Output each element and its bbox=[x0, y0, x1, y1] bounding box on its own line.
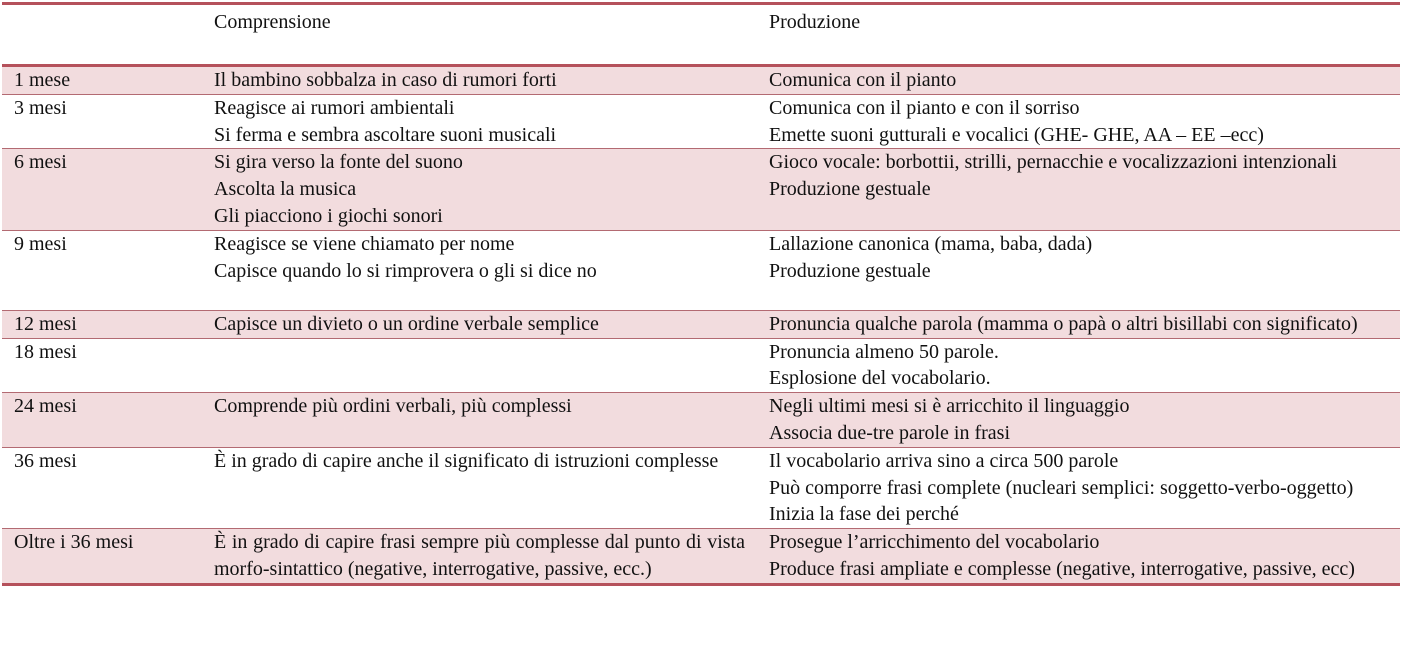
production-line: Il vocabolario arriva sino a circa 500 parole bbox=[769, 449, 1119, 472]
table-row bbox=[2, 66, 1400, 95]
age-cell: 18 mesi bbox=[2, 338, 213, 393]
comprehension-line: Comprende più ordini verbali, più complessi bbox=[214, 395, 572, 418]
comprehension-cell bbox=[213, 338, 767, 393]
age-cell: 9 mesi bbox=[2, 230, 213, 310]
comprehension-line: Si gira verso la fonte del suono bbox=[214, 151, 463, 174]
production-cell bbox=[767, 149, 1400, 230]
comprehension-cell bbox=[213, 230, 767, 310]
comprehension-line: Gli piacciono i giochi sonori bbox=[214, 204, 443, 227]
production-line: Lallazione canonica (mama, baba, dada) bbox=[769, 232, 1093, 255]
age-cell: 24 mesi bbox=[2, 393, 213, 448]
table-row bbox=[2, 338, 1400, 393]
header-production-cell: Produzione bbox=[767, 4, 1400, 66]
production-line: Può comporre frasi complete (nucleari semplici: soggetto-verbo-oggetto) bbox=[769, 476, 1354, 499]
comprehension-line: Si ferma e sembra ascoltare suoni musicali bbox=[214, 123, 557, 146]
production-line: Prosegue l’arricchimento del vocabolario bbox=[769, 531, 1100, 554]
comprehension-cell bbox=[213, 149, 767, 230]
production-line: Emette suoni gutturali e vocalici (GHE- GHE, AA – EE –ecc) bbox=[769, 123, 1264, 146]
comprehension-cell bbox=[213, 94, 767, 149]
comprehension-line: Reagisce ai rumori ambientali bbox=[214, 96, 455, 119]
production-line: Produce frasi ampliate e complesse (negative, interrogative, passive, ecc) bbox=[769, 557, 1355, 580]
production-line: Negli ultimi mesi si è arricchito il linguaggio bbox=[769, 395, 1130, 418]
production-cell bbox=[767, 393, 1400, 448]
table-row bbox=[2, 393, 1400, 448]
comprehension-line: È in grado di capire anche il significato di istruzioni complesse bbox=[214, 449, 719, 472]
production-line: Esplosione del vocabolario. bbox=[769, 367, 991, 390]
production-cell bbox=[767, 230, 1400, 310]
age-cell: 12 mesi bbox=[2, 310, 213, 338]
production-line: Pronuncia qualche parola (mamma o papà o altri bisillabi con significato) bbox=[769, 312, 1358, 335]
production-line: Comunica con il pianto e con il sorriso bbox=[769, 96, 1080, 119]
comprehension-cell bbox=[213, 447, 767, 528]
language-development-table bbox=[2, 2, 1400, 586]
production-cell bbox=[767, 310, 1400, 338]
comprehension-cell bbox=[213, 393, 767, 448]
table-row bbox=[2, 310, 1400, 338]
table-row bbox=[2, 149, 1400, 230]
table-row bbox=[2, 447, 1400, 528]
production-line: Produzione gestuale bbox=[769, 178, 931, 201]
comprehension-line: Reagisce se viene chiamato per nome bbox=[214, 232, 515, 255]
production-cell bbox=[767, 338, 1400, 393]
table-row bbox=[2, 94, 1400, 149]
production-cell bbox=[767, 94, 1400, 149]
production-line: Comunica con il pianto bbox=[769, 69, 957, 91]
age-cell: 36 mesi bbox=[2, 447, 213, 528]
age-cell: Oltre i 36 mesi bbox=[2, 529, 213, 585]
comprehension-line: Capisce un divieto o un ordine verbale semplice bbox=[214, 312, 599, 335]
table-row bbox=[2, 230, 1400, 310]
comprehension-cell bbox=[213, 529, 767, 585]
age-cell: 6 mesi bbox=[2, 149, 213, 230]
header-comprehension-cell: Comprensione bbox=[213, 4, 767, 66]
comprehension-cell bbox=[213, 66, 767, 95]
production-line: Inizia la fase dei perché bbox=[769, 503, 959, 526]
production-line: Gioco vocale: borbottii, strilli, pernacchie e vocalizzazioni intenzionali bbox=[769, 151, 1338, 174]
table-row bbox=[2, 529, 1400, 585]
header-age-cell bbox=[2, 4, 213, 66]
production-line: Associa due-tre parole in frasi bbox=[769, 421, 1011, 444]
production-cell bbox=[767, 529, 1400, 585]
comprehension-line: È in grado di capire frasi sempre più complesse dal punto di vista morfo-sintattico (negative, interrogative, passive, ecc.) bbox=[214, 531, 745, 580]
production-cell bbox=[767, 66, 1400, 95]
comprehension-line: Capisce quando lo si rimprovera o gli si dice no bbox=[214, 259, 597, 282]
production-cell bbox=[767, 447, 1400, 528]
comprehension-line: Il bambino sobbalza in caso di rumori forti bbox=[214, 69, 557, 91]
comprehension-cell bbox=[213, 310, 767, 338]
age-cell: 1 mese bbox=[2, 66, 213, 95]
development-table-container bbox=[2, 2, 1400, 586]
table-header-row bbox=[2, 4, 1400, 66]
comprehension-line: Ascolta la musica bbox=[214, 178, 357, 201]
production-line: Produzione gestuale bbox=[769, 259, 931, 282]
age-cell: 3 mesi bbox=[2, 94, 213, 149]
production-line: Pronuncia almeno 50 parole. bbox=[769, 340, 999, 363]
